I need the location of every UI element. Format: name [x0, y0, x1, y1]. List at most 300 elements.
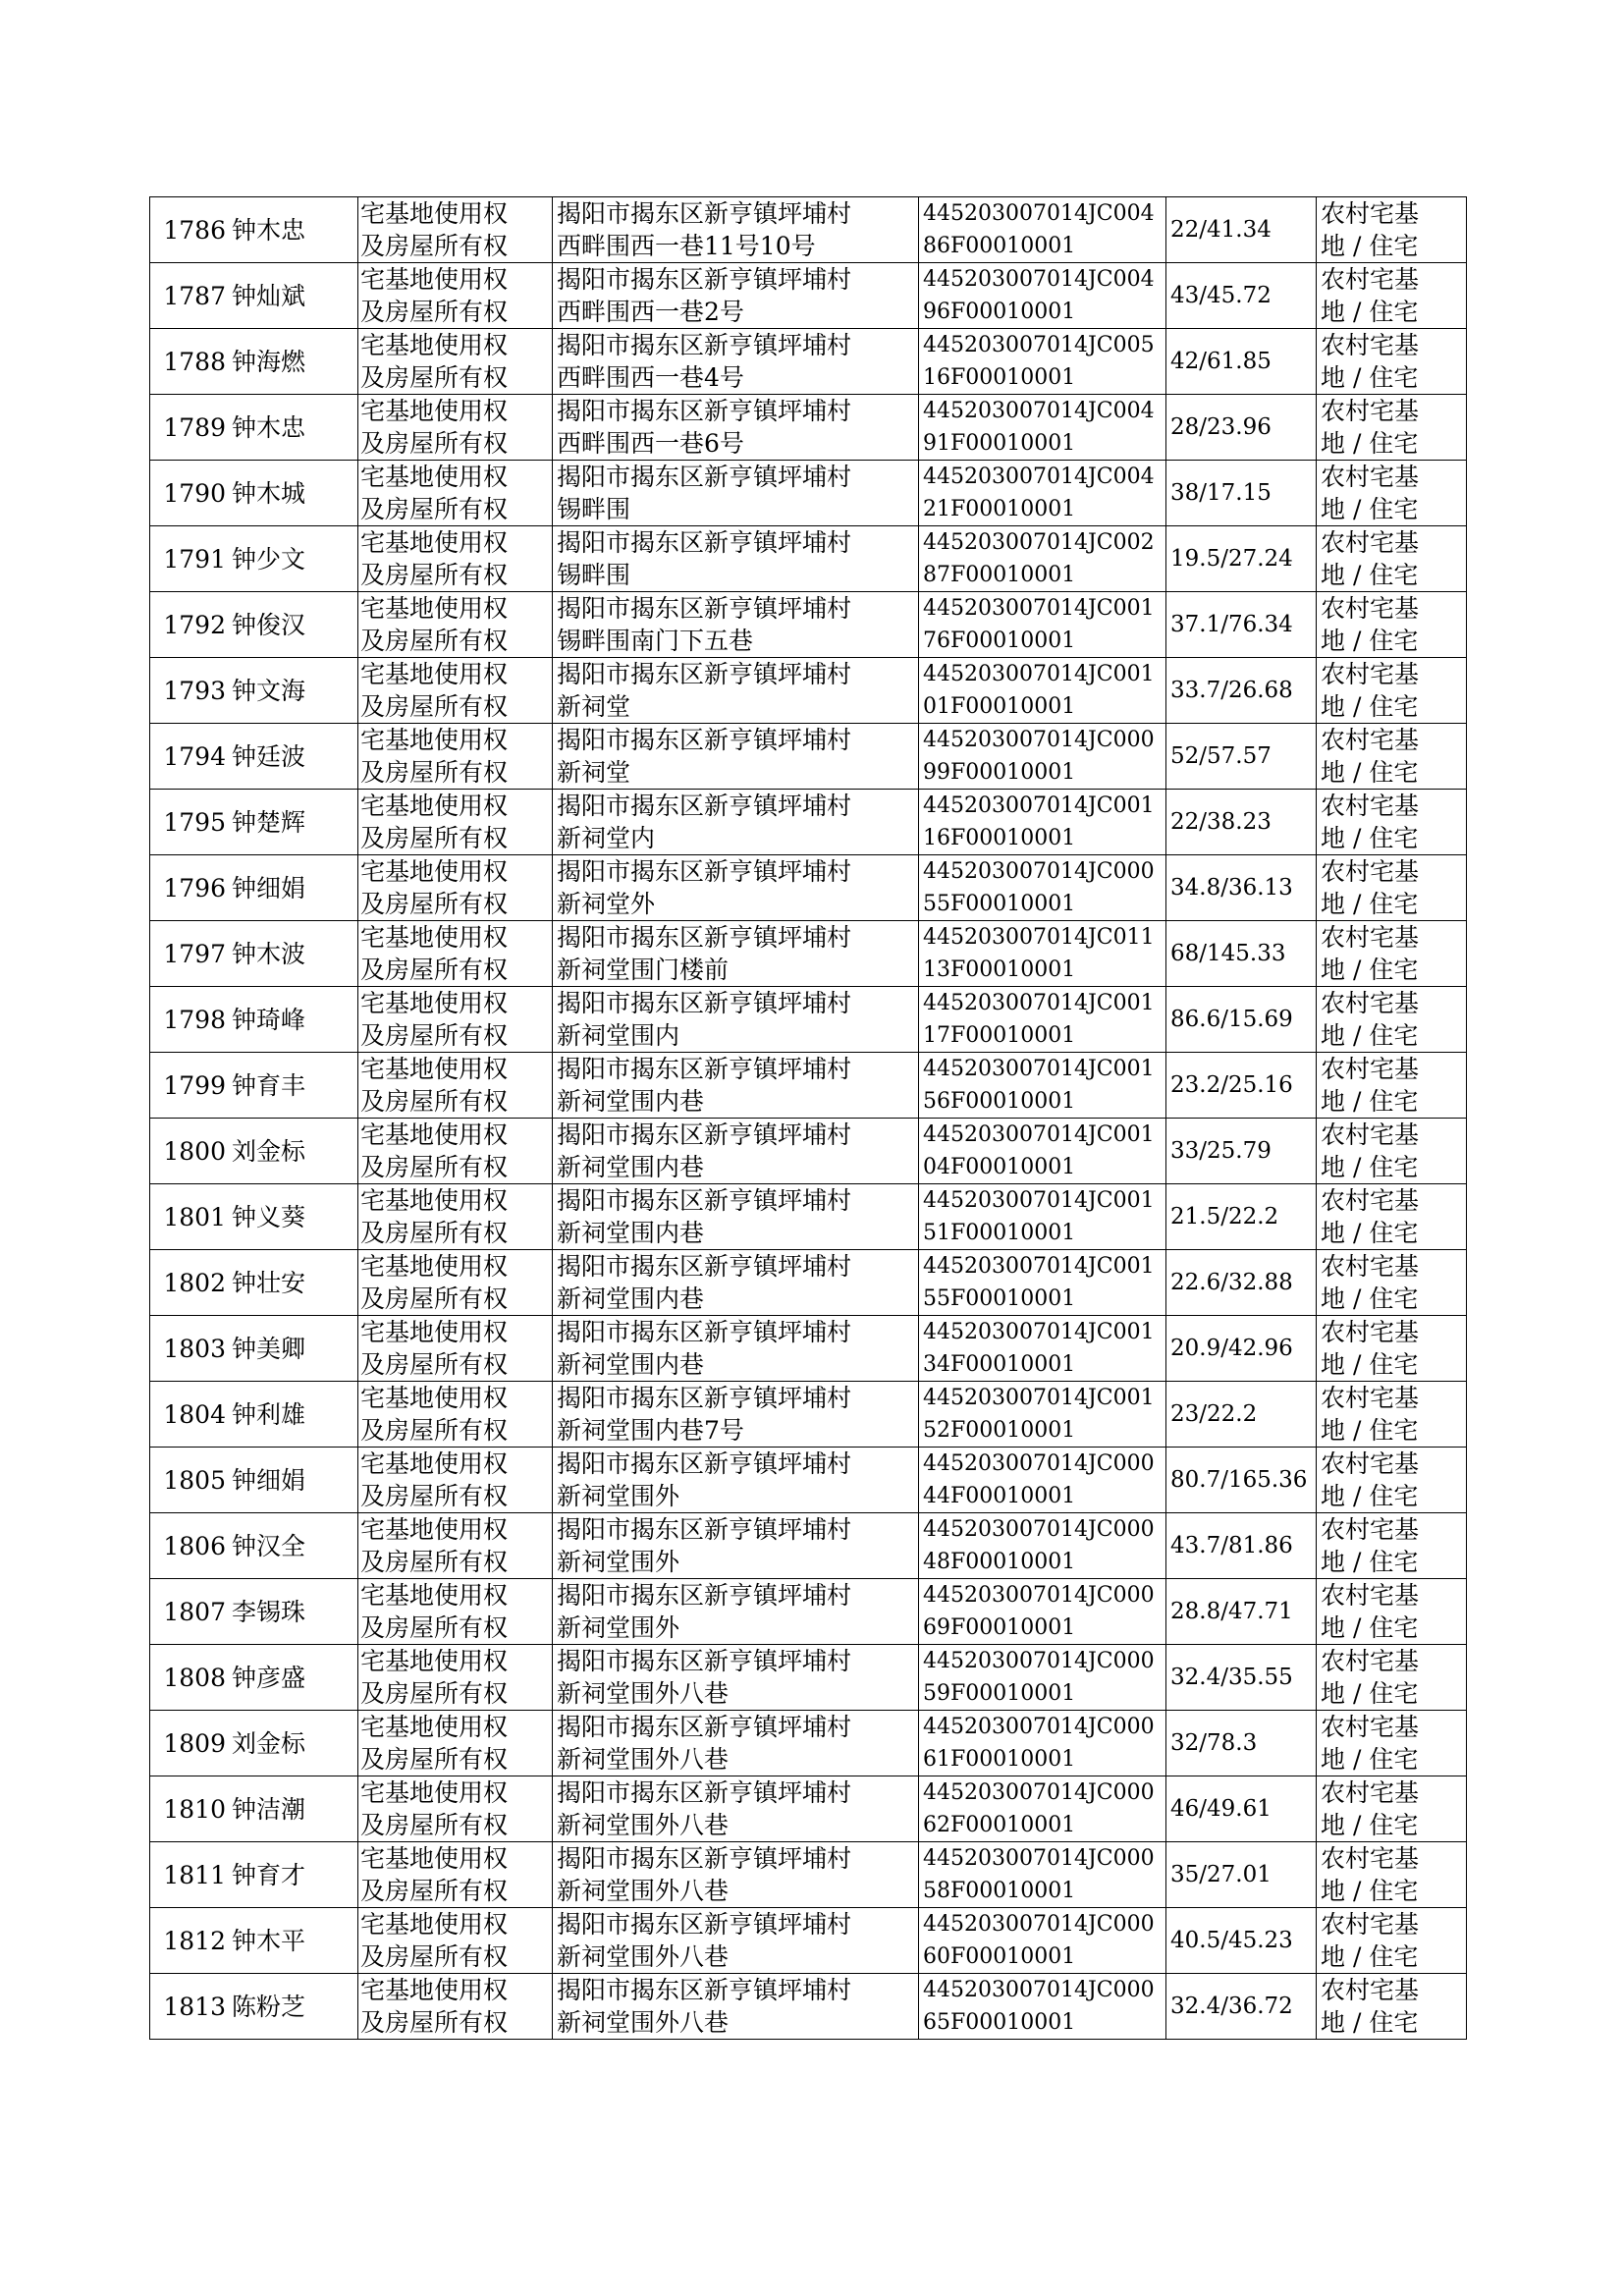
property-address: 揭阳市揭东区新亨镇坪埔村 新祠堂围外八巷 — [557, 1844, 852, 1905]
land-use-cell — [1317, 1382, 1467, 1448]
property-address: 揭阳市揭东区新亨镇坪埔村 新祠堂围内 — [557, 989, 852, 1050]
area-value: 43/45.72 — [1170, 282, 1272, 308]
property-address: 揭阳市揭东区新亨镇坪埔村 锡畔围南门下五巷 — [557, 594, 852, 655]
row-number-cell — [150, 855, 231, 921]
land-use: 农村宅基 地 / 住宅 — [1321, 1055, 1420, 1116]
area-value-cell — [1166, 1579, 1317, 1645]
property-address-cell — [553, 592, 919, 658]
row-number: 1791 — [163, 544, 226, 574]
property-address: 揭阳市揭东区新亨镇坪埔村 新祠堂围外 — [557, 1449, 852, 1510]
unit-code: 445203007014JC00059F00010001 — [923, 1649, 1155, 1706]
right-type-cell — [358, 724, 553, 790]
unit-code: 445203007014JC00104F00010001 — [923, 1122, 1155, 1179]
unit-code: 445203007014JC00117F00010001 — [923, 991, 1155, 1048]
area-value-cell — [1166, 1645, 1317, 1711]
table-row — [150, 1645, 1467, 1711]
property-address: 揭阳市揭东区新亨镇坪埔村 新祠堂围内巷 — [557, 1252, 852, 1313]
row-number: 1803 — [163, 1334, 226, 1363]
unit-code: 445203007014JC01113F00010001 — [923, 925, 1155, 982]
row-number: 1787 — [163, 281, 226, 310]
row-number: 1800 — [163, 1136, 226, 1166]
owner-name-cell — [230, 1184, 358, 1250]
property-address-cell — [553, 1513, 919, 1579]
property-address-cell — [553, 263, 919, 329]
owner-name: 钟育才 — [232, 1860, 306, 1889]
owner-name-cell — [230, 1382, 358, 1448]
table-row — [150, 921, 1467, 987]
land-use-cell — [1317, 855, 1467, 921]
property-address: 揭阳市揭东区新亨镇坪埔村 新祠堂围外 — [557, 1515, 852, 1576]
land-use: 农村宅基 地 / 住宅 — [1321, 1713, 1420, 1774]
row-number-cell — [150, 1053, 231, 1119]
right-type: 宅基地使用权 及房屋所有权 — [360, 199, 509, 260]
row-number-cell — [150, 790, 231, 855]
land-use: 农村宅基 地 / 住宅 — [1321, 199, 1420, 260]
land-use-cell — [1317, 1448, 1467, 1513]
right-type: 宅基地使用权 及房屋所有权 — [360, 1318, 509, 1379]
area-value: 32.4/35.55 — [1170, 1664, 1293, 1690]
right-type: 宅基地使用权 及房屋所有权 — [360, 397, 509, 458]
row-number: 1806 — [163, 1531, 226, 1560]
owner-name-cell — [230, 197, 358, 263]
row-number-cell — [150, 526, 231, 592]
unit-code-cell — [919, 1645, 1166, 1711]
owner-name-cell — [230, 1579, 358, 1645]
land-use-cell — [1317, 1776, 1467, 1842]
owner-name: 钟楚辉 — [232, 807, 306, 837]
owner-name-cell — [230, 1250, 358, 1316]
owner-name: 钟木平 — [232, 1926, 306, 1955]
right-type: 宅基地使用权 及房屋所有权 — [360, 1778, 509, 1839]
area-value: 22.6/32.88 — [1170, 1269, 1293, 1295]
owner-name: 钟细娟 — [232, 873, 306, 902]
right-type: 宅基地使用权 及房屋所有权 — [360, 331, 509, 392]
right-type-cell — [358, 329, 553, 395]
unit-code: 445203007014JC00060F00010001 — [923, 1912, 1155, 1969]
owner-name-cell — [230, 790, 358, 855]
owner-name-cell — [230, 724, 358, 790]
owner-name-cell — [230, 1448, 358, 1513]
table-row — [150, 1316, 1467, 1382]
land-use: 农村宅基 地 / 住宅 — [1321, 528, 1420, 589]
table-row — [150, 1184, 1467, 1250]
unit-code: 445203007014JC00421F00010001 — [923, 464, 1155, 521]
unit-code: 445203007014JC00116F00010001 — [923, 793, 1155, 850]
row-number-cell — [150, 329, 231, 395]
right-type-cell — [358, 1842, 553, 1908]
table-row — [150, 1579, 1467, 1645]
land-use: 农村宅基 地 / 住宅 — [1321, 1318, 1420, 1379]
unit-code: 445203007014JC00491F00010001 — [923, 399, 1155, 456]
area-value: 52/57.57 — [1170, 742, 1272, 769]
unit-code-cell — [919, 263, 1166, 329]
unit-code-cell — [919, 1908, 1166, 1974]
row-number: 1811 — [163, 1860, 226, 1889]
owner-name-cell — [230, 1974, 358, 2040]
row-number-cell — [150, 1645, 231, 1711]
right-type-cell — [358, 1579, 553, 1645]
area-value: 34.8/36.13 — [1170, 874, 1293, 901]
land-use-cell — [1317, 461, 1467, 526]
right-type-cell — [358, 1776, 553, 1842]
area-value: 46/49.61 — [1170, 1795, 1272, 1822]
property-address: 揭阳市揭东区新亨镇坪埔村 新祠堂围外八巷 — [557, 1713, 852, 1774]
land-use: 农村宅基 地 / 住宅 — [1321, 265, 1420, 326]
land-use-cell — [1317, 1842, 1467, 1908]
table-row — [150, 329, 1467, 395]
owner-name: 钟壮安 — [232, 1268, 306, 1297]
area-value: 23.2/25.16 — [1170, 1071, 1293, 1098]
land-use-cell — [1317, 1053, 1467, 1119]
property-address: 揭阳市揭东区新亨镇坪埔村 新祠堂围外八巷 — [557, 1778, 852, 1839]
land-use-cell — [1317, 724, 1467, 790]
owner-name: 钟木忠 — [232, 412, 306, 442]
owner-name: 钟彦盛 — [232, 1663, 306, 1692]
property-address-cell — [553, 1053, 919, 1119]
right-type: 宅基地使用权 及房屋所有权 — [360, 989, 509, 1050]
area-value: 68/145.33 — [1170, 940, 1286, 966]
area-value-cell — [1166, 526, 1317, 592]
right-type: 宅基地使用权 及房屋所有权 — [360, 726, 509, 787]
unit-code: 445203007014JC00069F00010001 — [923, 1583, 1155, 1640]
land-use: 农村宅基 地 / 住宅 — [1321, 463, 1420, 523]
right-type-cell — [358, 1316, 553, 1382]
row-number: 1793 — [163, 676, 226, 705]
owner-name: 陈粉芝 — [232, 1992, 306, 2021]
property-address-cell — [553, 1974, 919, 2040]
table-row — [150, 855, 1467, 921]
area-value-cell — [1166, 1974, 1317, 2040]
unit-code: 445203007014JC00099F00010001 — [923, 728, 1155, 785]
unit-code: 445203007014JC00496F00010001 — [923, 267, 1155, 324]
row-number: 1799 — [163, 1070, 226, 1100]
table-row — [150, 790, 1467, 855]
land-use: 农村宅基 地 / 住宅 — [1321, 1976, 1420, 2037]
row-number-cell — [150, 1448, 231, 1513]
owner-name-cell — [230, 461, 358, 526]
property-address-cell — [553, 1316, 919, 1382]
table-row — [150, 1974, 1467, 2040]
property-address: 揭阳市揭东区新亨镇坪埔村 锡畔围 — [557, 528, 852, 589]
row-number-cell — [150, 1250, 231, 1316]
property-address-cell — [553, 1908, 919, 1974]
unit-code: 445203007014JC00155F00010001 — [923, 1254, 1155, 1311]
property-address-cell — [553, 724, 919, 790]
row-number: 1812 — [163, 1926, 226, 1955]
area-value-cell — [1166, 1776, 1317, 1842]
land-use: 农村宅基 地 / 住宅 — [1321, 792, 1420, 852]
owner-name-cell — [230, 526, 358, 592]
row-number-cell — [150, 1382, 231, 1448]
property-address: 揭阳市揭东区新亨镇坪埔村 新祠堂围外八巷 — [557, 1647, 852, 1708]
right-type-cell — [358, 395, 553, 461]
owner-name-cell — [230, 395, 358, 461]
right-type-cell — [358, 1184, 553, 1250]
land-use-cell — [1317, 1711, 1467, 1776]
property-address: 揭阳市揭东区新亨镇坪埔村 新祠堂围外八巷 — [557, 1910, 852, 1971]
owner-name-cell — [230, 1776, 358, 1842]
property-address-cell — [553, 921, 919, 987]
row-number: 1795 — [163, 807, 226, 837]
row-number-cell — [150, 461, 231, 526]
owner-name-cell — [230, 658, 358, 724]
land-use: 农村宅基 地 / 住宅 — [1321, 989, 1420, 1050]
right-type-cell — [358, 1119, 553, 1184]
unit-code-cell — [919, 592, 1166, 658]
area-value-cell — [1166, 1448, 1317, 1513]
owner-name: 钟美卿 — [232, 1334, 306, 1363]
area-value: 43.7/81.86 — [1170, 1532, 1293, 1558]
area-value: 38/17.15 — [1170, 479, 1272, 506]
land-use-cell — [1317, 592, 1467, 658]
area-value-cell — [1166, 1053, 1317, 1119]
row-number-cell — [150, 921, 231, 987]
unit-code-cell — [919, 855, 1166, 921]
unit-code-cell — [919, 461, 1166, 526]
unit-code-cell — [919, 1316, 1166, 1382]
unit-code-cell — [919, 197, 1166, 263]
unit-code: 445203007014JC00134F00010001 — [923, 1320, 1155, 1377]
unit-code: 445203007014JC00055F00010001 — [923, 859, 1155, 916]
row-number-cell — [150, 592, 231, 658]
unit-code: 445203007014JC00516F00010001 — [923, 333, 1155, 390]
area-value: 28.8/47.71 — [1170, 1598, 1293, 1624]
area-value-cell — [1166, 1513, 1317, 1579]
area-value-cell — [1166, 395, 1317, 461]
property-address-cell — [553, 1776, 919, 1842]
land-use: 农村宅基 地 / 住宅 — [1321, 1844, 1420, 1905]
unit-code: 445203007014JC00062F00010001 — [923, 1780, 1155, 1837]
property-address-cell — [553, 1250, 919, 1316]
area-value: 19.5/27.24 — [1170, 545, 1293, 572]
table-row — [150, 1119, 1467, 1184]
owner-name: 钟木城 — [232, 478, 306, 508]
owner-name-cell — [230, 1053, 358, 1119]
row-number-cell — [150, 1316, 231, 1382]
land-use-cell — [1317, 1119, 1467, 1184]
right-type: 宅基地使用权 及房屋所有权 — [360, 1055, 509, 1116]
area-value: 22/41.34 — [1170, 216, 1272, 243]
land-use: 农村宅基 地 / 住宅 — [1321, 594, 1420, 655]
property-address: 揭阳市揭东区新亨镇坪埔村 西畔围西一巷11号10号 — [557, 199, 852, 260]
unit-code: 445203007014JC00151F00010001 — [923, 1188, 1155, 1245]
land-use: 农村宅基 地 / 住宅 — [1321, 857, 1420, 918]
owner-name: 钟洁潮 — [232, 1794, 306, 1824]
property-address-cell — [553, 658, 919, 724]
property-address: 揭阳市揭东区新亨镇坪埔村 新祠堂围门楼前 — [557, 923, 852, 984]
right-type: 宅基地使用权 及房屋所有权 — [360, 857, 509, 918]
unit-code: 445203007014JC00156F00010001 — [923, 1057, 1155, 1114]
area-value-cell — [1166, 329, 1317, 395]
right-type: 宅基地使用权 及房屋所有权 — [360, 1581, 509, 1642]
owner-name-cell — [230, 855, 358, 921]
table-row — [150, 1382, 1467, 1448]
property-address: 揭阳市揭东区新亨镇坪埔村 新祠堂围内巷 — [557, 1186, 852, 1247]
right-type: 宅基地使用权 及房屋所有权 — [360, 1713, 509, 1774]
area-value-cell — [1166, 1842, 1317, 1908]
property-address: 揭阳市揭东区新亨镇坪埔村 新祠堂围内巷 — [557, 1055, 852, 1116]
unit-code-cell — [919, 1053, 1166, 1119]
owner-name: 李锡珠 — [232, 1597, 306, 1626]
land-use-cell — [1317, 1250, 1467, 1316]
area-value-cell — [1166, 724, 1317, 790]
table-row — [150, 1842, 1467, 1908]
row-number: 1789 — [163, 412, 226, 442]
area-value-cell — [1166, 987, 1317, 1053]
unit-code-cell — [919, 526, 1166, 592]
row-number: 1808 — [163, 1663, 226, 1692]
unit-code-cell — [919, 1448, 1166, 1513]
table-row — [150, 1711, 1467, 1776]
right-type-cell — [358, 592, 553, 658]
row-number: 1798 — [163, 1005, 226, 1034]
right-type: 宅基地使用权 及房屋所有权 — [360, 1120, 509, 1181]
unit-code: 445203007014JC00176F00010001 — [923, 596, 1155, 653]
area-value: 21.5/22.2 — [1170, 1203, 1279, 1229]
right-type: 宅基地使用权 及房屋所有权 — [360, 1910, 509, 1971]
right-type-cell — [358, 1645, 553, 1711]
property-address-cell — [553, 1711, 919, 1776]
right-type-cell — [358, 658, 553, 724]
area-value: 22/38.23 — [1170, 808, 1272, 835]
right-type: 宅基地使用权 及房屋所有权 — [360, 1449, 509, 1510]
right-type-cell — [358, 1053, 553, 1119]
area-value-cell — [1166, 1250, 1317, 1316]
area-value: 86.6/15.69 — [1170, 1006, 1293, 1032]
land-use-cell — [1317, 790, 1467, 855]
property-address-cell — [553, 1382, 919, 1448]
land-use-cell — [1317, 526, 1467, 592]
land-use-cell — [1317, 1908, 1467, 1974]
area-value-cell — [1166, 658, 1317, 724]
unit-code-cell — [919, 1842, 1166, 1908]
right-type: 宅基地使用权 及房屋所有权 — [360, 1384, 509, 1445]
land-use-cell — [1317, 329, 1467, 395]
row-number: 1792 — [163, 610, 226, 639]
unit-code: 445203007014JC00101F00010001 — [923, 662, 1155, 719]
right-type-cell — [358, 1908, 553, 1974]
property-address-cell — [553, 1184, 919, 1250]
property-address: 揭阳市揭东区新亨镇坪埔村 西畔围西一巷4号 — [557, 331, 852, 392]
unit-code: 445203007014JC00152F00010001 — [923, 1386, 1155, 1443]
property-address-cell — [553, 1448, 919, 1513]
land-use-cell — [1317, 987, 1467, 1053]
land-use-cell — [1317, 197, 1467, 263]
property-address-cell — [553, 395, 919, 461]
owner-name: 钟灿斌 — [232, 281, 306, 310]
land-use: 农村宅基 地 / 住宅 — [1321, 1581, 1420, 1642]
area-value-cell — [1166, 263, 1317, 329]
land-use: 农村宅基 地 / 住宅 — [1321, 1515, 1420, 1576]
right-type: 宅基地使用权 及房屋所有权 — [360, 1647, 509, 1708]
owner-name: 钟义葵 — [232, 1202, 306, 1231]
owner-name: 钟细娟 — [232, 1465, 306, 1495]
unit-code: 445203007014JC00287F00010001 — [923, 530, 1155, 587]
owner-name-cell — [230, 263, 358, 329]
property-address: 揭阳市揭东区新亨镇坪埔村 西畔围西一巷6号 — [557, 397, 852, 458]
property-rights-table — [149, 196, 1467, 2040]
row-number: 1797 — [163, 939, 226, 968]
right-type: 宅基地使用权 及房屋所有权 — [360, 1252, 509, 1313]
land-use-cell — [1317, 1974, 1467, 2040]
right-type-cell — [358, 197, 553, 263]
unit-code-cell — [919, 1513, 1166, 1579]
table-row — [150, 526, 1467, 592]
table-row — [150, 1448, 1467, 1513]
unit-code-cell — [919, 1250, 1166, 1316]
land-use: 农村宅基 地 / 住宅 — [1321, 1778, 1420, 1839]
land-use: 农村宅基 地 / 住宅 — [1321, 1647, 1420, 1708]
land-use-cell — [1317, 1184, 1467, 1250]
owner-name-cell — [230, 1645, 358, 1711]
property-address: 揭阳市揭东区新亨镇坪埔村 新祠堂内 — [557, 792, 852, 852]
property-address: 揭阳市揭东区新亨镇坪埔村 新祠堂外 — [557, 857, 852, 918]
owner-name-cell — [230, 1908, 358, 1974]
area-value: 37.1/76.34 — [1170, 611, 1293, 637]
property-address-cell — [553, 461, 919, 526]
land-use-cell — [1317, 658, 1467, 724]
land-use: 农村宅基 地 / 住宅 — [1321, 726, 1420, 787]
unit-code-cell — [919, 1776, 1166, 1842]
table-body — [150, 197, 1467, 2040]
owner-name: 钟文海 — [232, 676, 306, 705]
land-use: 农村宅基 地 / 住宅 — [1321, 1120, 1420, 1181]
row-number-cell — [150, 1776, 231, 1842]
row-number-cell — [150, 263, 231, 329]
unit-code-cell — [919, 1974, 1166, 2040]
unit-code-cell — [919, 1184, 1166, 1250]
land-use-cell — [1317, 921, 1467, 987]
right-type: 宅基地使用权 及房屋所有权 — [360, 1515, 509, 1576]
table-row — [150, 1513, 1467, 1579]
table-row — [150, 724, 1467, 790]
right-type: 宅基地使用权 及房屋所有权 — [360, 265, 509, 326]
area-value: 32.4/36.72 — [1170, 1993, 1293, 2019]
owner-name: 钟少文 — [232, 544, 306, 574]
area-value: 35/27.01 — [1170, 1861, 1272, 1887]
property-address-cell — [553, 1119, 919, 1184]
owner-name-cell — [230, 329, 358, 395]
right-type: 宅基地使用权 及房屋所有权 — [360, 528, 509, 589]
owner-name: 钟木忠 — [232, 215, 306, 245]
area-value-cell — [1166, 790, 1317, 855]
owner-name-cell — [230, 1316, 358, 1382]
land-use: 农村宅基 地 / 住宅 — [1321, 1384, 1420, 1445]
unit-code-cell — [919, 1119, 1166, 1184]
row-number-cell — [150, 1579, 231, 1645]
property-address: 揭阳市揭东区新亨镇坪埔村 锡畔围 — [557, 463, 852, 523]
right-type-cell — [358, 1974, 553, 2040]
land-use: 农村宅基 地 / 住宅 — [1321, 1186, 1420, 1247]
property-address: 揭阳市揭东区新亨镇坪埔村 新祠堂 — [557, 726, 852, 787]
property-address: 揭阳市揭东区新亨镇坪埔村 新祠堂围外八巷 — [557, 1976, 852, 2037]
owner-name-cell — [230, 1842, 358, 1908]
unit-code-cell — [919, 724, 1166, 790]
row-number: 1809 — [163, 1728, 226, 1758]
right-type: 宅基地使用权 及房屋所有权 — [360, 594, 509, 655]
table-row — [150, 395, 1467, 461]
row-number: 1807 — [163, 1597, 226, 1626]
row-number: 1786 — [163, 215, 226, 245]
row-number: 1813 — [163, 1992, 226, 2021]
owner-name: 钟汉全 — [232, 1531, 306, 1560]
row-number: 1802 — [163, 1268, 226, 1297]
right-type-cell — [358, 1513, 553, 1579]
unit-code: 445203007014JC00058F00010001 — [923, 1846, 1155, 1903]
owner-name: 刘金标 — [232, 1136, 306, 1166]
owner-name: 钟海燃 — [232, 347, 306, 376]
unit-code: 445203007014JC00065F00010001 — [923, 1978, 1155, 2035]
